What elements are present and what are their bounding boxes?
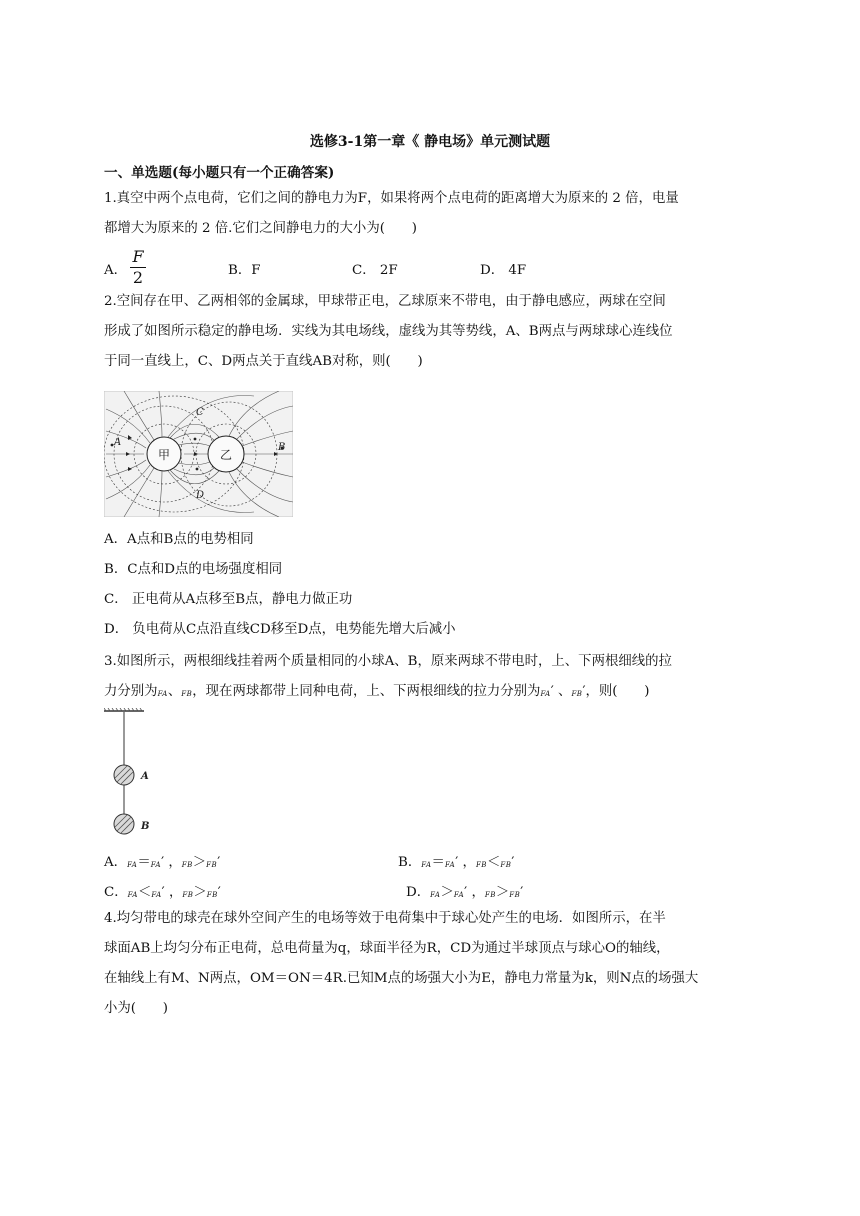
- page-title: 选修3-1第一章《 静电场》单元测试题: [309, 134, 551, 150]
- section-heading: 一、单选题(每小题只有一个正确答案): [104, 165, 335, 181]
- q1-options: [104, 259, 704, 283]
- q1-option-a-fraction: [130, 248, 146, 287]
- q3-option-d: D．FA＞FA′ ，FB＞FB′: [406, 885, 524, 900]
- question-3-text: [104, 647, 754, 709]
- q2-option-d: D． 负电荷从C点沿直线CD移至D点，电势能先增大后减小: [104, 622, 456, 637]
- q1-option-c: C． 2F: [352, 263, 398, 278]
- question-1-text: [104, 184, 754, 244]
- figure-label-d: D: [196, 490, 205, 501]
- q2-option-b: B．C点和D点的电场强度相同: [104, 562, 283, 577]
- q1-option-a-label: A．: [104, 263, 128, 278]
- q1-line-2: 都增大为原来的 2 倍.它们之间静电力的大小为( ): [104, 221, 417, 236]
- q3-option-b: B．FA＝FA′ ，FB＜FB′: [398, 855, 515, 870]
- fraction-denominator: 2: [132, 268, 144, 287]
- q4-line-3: 在轴线上有M、N两点，OM＝ON＝4R.已知M点的场强大小为E，静电力常量为k，则N点的场强大: [104, 971, 699, 986]
- figure-label-ball-1: 甲: [157, 448, 171, 462]
- sub-fb: FB: [181, 690, 193, 698]
- hanging-balls-figure: [104, 708, 154, 838]
- q3-options: [104, 848, 754, 908]
- q3-line-2-part-3: ，则( ): [585, 684, 650, 699]
- figure-label-a: A: [114, 437, 122, 448]
- figure-label-ball-2: 乙: [219, 448, 233, 462]
- figure-label-a: A: [141, 771, 149, 782]
- q2-option-a: A．A点和B点的电势相同: [104, 532, 254, 547]
- q2-option-c: C． 正电荷从A点移至B点，静电力做正功: [104, 592, 353, 607]
- q3-line-2-part-1: 力分别为: [104, 684, 158, 699]
- q2-line-2: 形成了如图所示稳定的静电场．实线为其电场线，虚线为其等势线，A、B两点与两球球心连线位: [104, 324, 673, 339]
- q2-line-1: 2.空间存在甲、乙两相邻的金属球，甲球带正电，乙球原来不带电，由于静电感应，两球在空间: [104, 294, 666, 309]
- q3-option-c: C．FA＜FA′ ，FB＞FB′: [104, 885, 221, 900]
- q4-line-2: 球面AB上均匀分布正电荷，总电荷量为q，球面半径为R，CD为通过半球顶点与球心O的轴线，: [104, 941, 670, 956]
- fraction-numerator: F: [132, 247, 144, 266]
- sub-fa: FA: [157, 690, 168, 698]
- q1-option-d: D． 4F: [480, 263, 527, 278]
- figure-label-c: C: [196, 407, 204, 418]
- q1-option-b: B．F: [228, 263, 261, 278]
- q1-line-1: 1.真空中两个点电荷，它们之间的静电力为F，如果将两个点电荷的距离增大为原来的 2 倍，电量: [104, 191, 679, 206]
- q3-line-1: 3.如图所示，两根细线挂着两个质量相同的小球A、B，原来两球不带电时，上、下两根细线的拉: [104, 654, 672, 669]
- q2-line-3: 于同一直线上，C、D两点关于直线AB对称，则( ): [104, 354, 423, 369]
- sub-fa: FA: [540, 690, 551, 698]
- q2-options: [104, 525, 754, 645]
- electric-field-figure: [104, 391, 293, 517]
- sub-fb: FB: [571, 690, 583, 698]
- q4-line-1: 4.均匀带电的球壳在球外空间产生的电场等效于电荷集中于球心处产生的电场．如图所示，在半: [104, 911, 666, 926]
- q4-line-4: 小为( ): [104, 1001, 169, 1016]
- figure-label-b: B: [141, 821, 150, 832]
- q3-line-2-part-2: ，现在两球都带上同种电荷，上、下两根细线的拉力分别为: [192, 684, 541, 699]
- question-4-text: [104, 904, 754, 1024]
- figure-label-b: B: [278, 442, 286, 453]
- question-2-text: [104, 287, 754, 377]
- q3-option-a: A．FA＝FA′ ，FB＞FB′: [104, 855, 221, 870]
- q3-line-2: 力分别为FA、FB，现在两球都带上同种电荷，上、下两根细线的拉力分别为FA′ 、FB′，则( ): [104, 684, 650, 699]
